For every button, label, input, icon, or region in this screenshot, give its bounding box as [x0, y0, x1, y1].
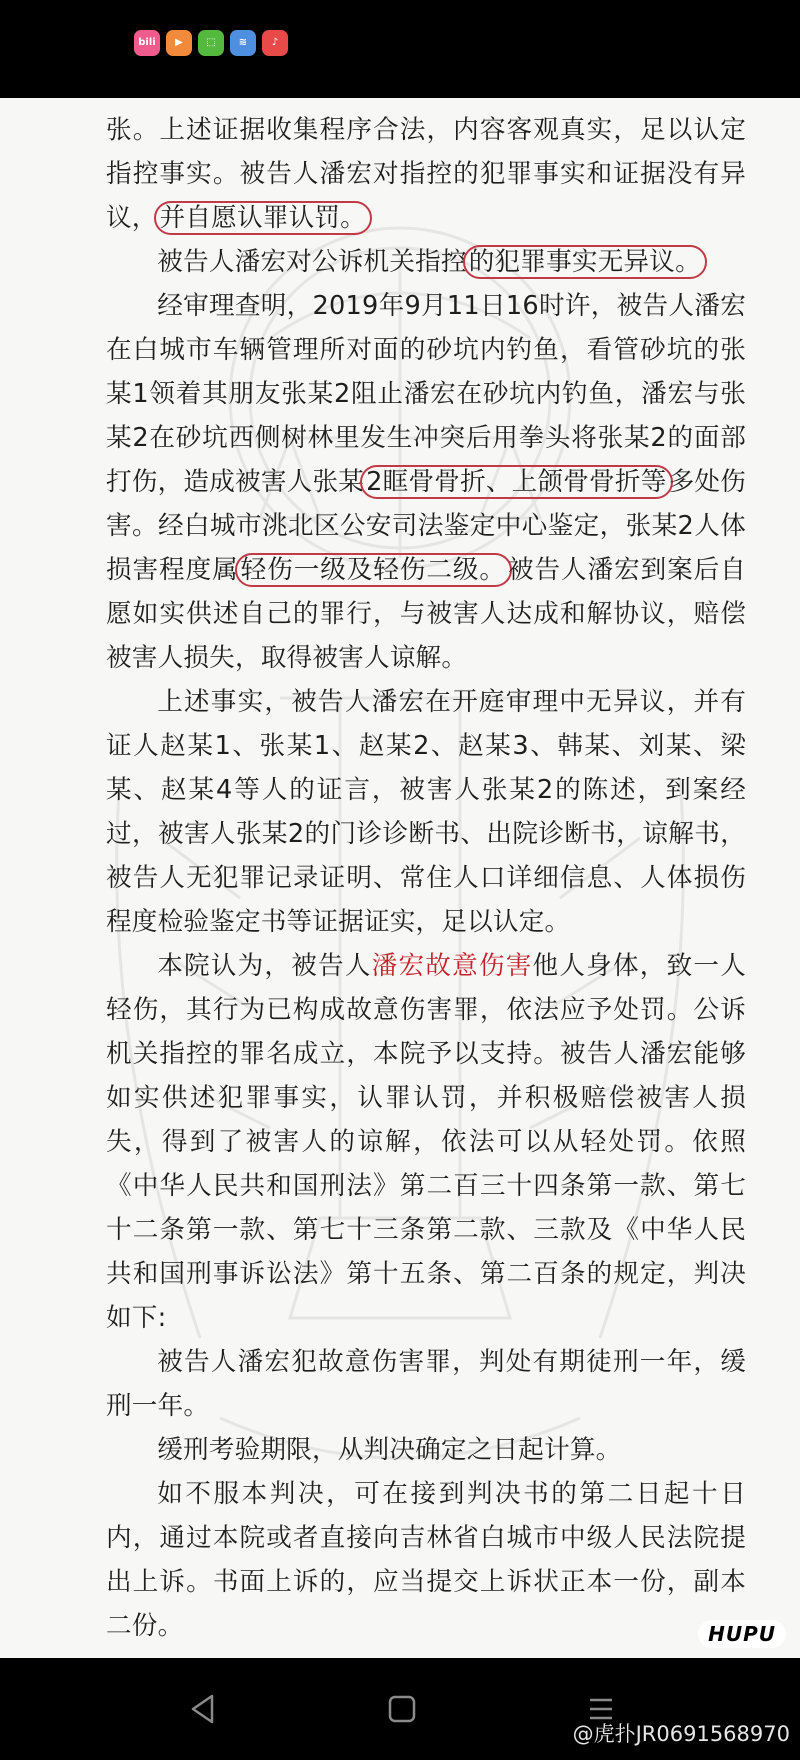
status-bar [0, 0, 800, 98]
text-segment: 张。上述证据收集程序合法，内容客观真实，足以认定指控事实。被告人潘宏对指控的犯罪事实和证据没有异议， [106, 115, 746, 233]
circled-highlight: 的犯罪事实无异议。 [463, 245, 707, 279]
home-icon[interactable] [386, 1692, 418, 1726]
red-highlight: 潘宏故意伤害 [371, 951, 533, 981]
text-segment: 如不服本判决，可在接到判决书的第二日起十日内，通过本院或者直接向吉林省白城市中级人民法院提出上诉。书面上诉的，应当提交上诉状正本一份，副本二份。 [106, 1479, 746, 1641]
text-segment: 上述事实，被告人潘宏在开庭审理中无异议，并有证人赵某1、张某1、赵某2、赵某3、韩某、刘某、梁某、赵某4等人的证言，被害人张某2的陈述，到案经过，被害人张某2的门诊诊断书、出院诊断书，谅解书，被告人无犯罪记录证明、常住人口详细信息、人体损伤程度检验鉴定书等证据证实，足以认定。 [106, 687, 746, 937]
video-app-icon: ▶ [166, 30, 192, 56]
green-app-icon: ⬚ [198, 30, 224, 56]
judgment-text [106, 108, 746, 1648]
music-app-icon: ♪ [262, 30, 288, 56]
paragraph [106, 1472, 746, 1648]
hupu-logo: HUPU [698, 1620, 786, 1648]
text-segment: 被告人潘宏到案后自愿如实供述自己的罪行，与被害人达成和解协议，赔偿被害人损失，取得被害人谅解。 [106, 555, 746, 673]
paragraph [106, 108, 746, 240]
paragraph [106, 1428, 746, 1472]
text-segment: 被告人潘宏对公诉机关指控 [157, 247, 467, 277]
circled-highlight: 2眶骨骨折、上颌骨骨折等 [360, 465, 672, 499]
paragraph [106, 944, 746, 1340]
bilibili-icon: bili [134, 30, 160, 56]
text-segment: 经审理查明，2019年9月11日16时许，被告人潘宏在白城市车辆管理所对面的砂坑内钓鱼，看管砂坑的张某1领着其朋友张某2阻止潘宏在砂坑内钓鱼，潘宏与张某2在砂坑西侧树林里发生冲突后用拳头将张某2的面部打伤，造成被害人张某 [106, 291, 746, 497]
document-view[interactable] [0, 98, 800, 1658]
text-segment: 本院认为，被告人 [157, 951, 372, 981]
text-segment: 多处伤害。经白城市洮北区公安司法鉴定中心鉴定，张某2人体损害程度属 [106, 467, 746, 585]
text-segment: 被告人潘宏犯故意伤害罪，判处有期徒刑一年，缓刑一年。 [106, 1347, 746, 1421]
paragraph [106, 240, 746, 284]
paragraph [106, 680, 746, 944]
paragraph [106, 1340, 746, 1428]
back-icon[interactable] [188, 1692, 218, 1726]
circled-highlight: 轻伤一级及轻伤二级。 [235, 553, 512, 587]
watermark-credit: @虎扑JR0691568970 [572, 1722, 790, 1746]
blue-app-icon: ≋ [230, 30, 256, 56]
text-segment: 缓刑考验期限，从判决确定之日起计算。 [157, 1435, 622, 1465]
circled-highlight: 并自愿认罪认罚。 [154, 201, 372, 235]
text-segment: 他人身体，致一人轻伤，其行为已构成故意伤害罪，依法应予处罚。公诉机关指控的罪名成立，本院予以支持。被告人潘宏能够如实供述犯罪事实，认罪认罚，并积极赔偿被害人损失，得到了被害人的谅解，依法可以从轻处罚。依照《中华人民共和国刑法》第二百三十四条第一款、第七十二条第一款、第七十三条第二款、三款及《中华人民共和国刑事诉讼法》第十五条、第二百条的规定，判决如下: [106, 951, 746, 1333]
paragraph [106, 284, 746, 680]
